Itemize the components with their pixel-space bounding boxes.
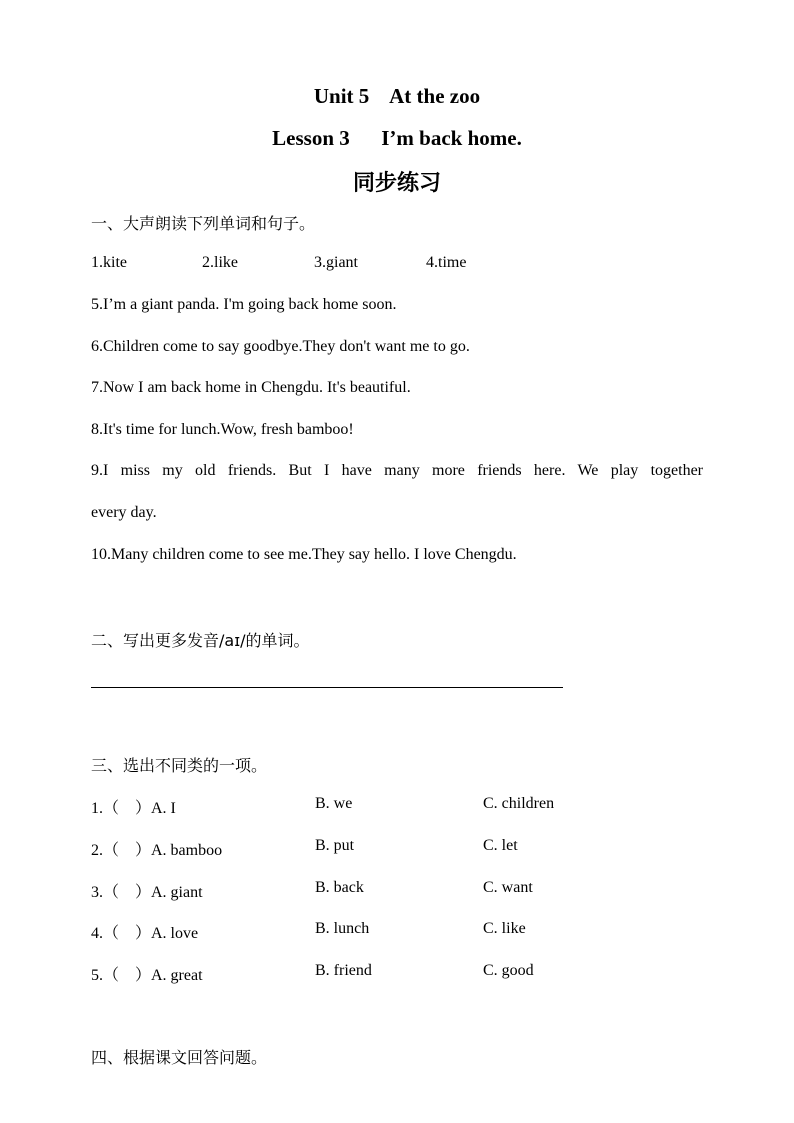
question-option-b: B. we [315,795,353,812]
question-option-b: B. friend [315,962,372,979]
question-option-a: 1.（ ）A. I [91,800,176,817]
word-item: 4.time [426,254,467,271]
unit-title: Unit 5 At the zoo [313,84,481,108]
answer-blank-line[interactable] [91,687,563,688]
word-item: 1.kite [91,254,127,271]
section-2-heading: 二、写出更多发音/aɪ/的单词。 [91,631,310,650]
lesson-title: Lesson 3 I’m back home. [272,126,522,150]
question-option-a: 3.（ ）A. giant [91,884,203,901]
sentence-item: 6.Children come to say goodbye.They don't want me to go. [91,338,470,355]
question-option-b: B. back [315,879,364,896]
sentence-item: 7.Now I am back home in Chengdu. It's beautiful. [91,379,411,396]
section-4-heading: 四、根据课文回答问题。 [91,1048,268,1067]
sentence-item: 8.It's time for lunch.Wow, fresh bamboo! [91,421,354,438]
practice-title: 同步练习 [352,171,441,196]
question-option-c: C. like [483,920,526,937]
sentence-item: 10.Many children come to see me.They say hello. I love Chengdu. [91,546,517,563]
question-option-a: 4.（ ）A. love [91,925,199,942]
section-1-heading: 一、大声朗读下列单词和句子。 [91,214,316,233]
question-option-c: C. good [483,962,534,979]
question-option-b: B. put [315,837,355,854]
word-item: 2.like [202,254,238,271]
question-option-b: B. lunch [315,920,370,937]
section-3-heading: 三、选出不同类的一项。 [91,756,268,775]
question-option-a: 2.（ ）A. bamboo [91,842,223,859]
question-option-c: C. want [483,879,533,896]
word-item: 3.giant [314,254,358,271]
sentence-continuation: every day. [91,504,157,521]
question-option-c: C. let [483,837,518,854]
sentence-item: 9.I miss my old friends. But I have many more friends here. We play together [91,462,703,479]
question-option-a: 5.（ ）A. great [91,967,203,984]
sentence-item: 5.I’m a giant panda. I'm going back home soon. [91,296,397,313]
question-option-c: C. children [483,795,555,812]
